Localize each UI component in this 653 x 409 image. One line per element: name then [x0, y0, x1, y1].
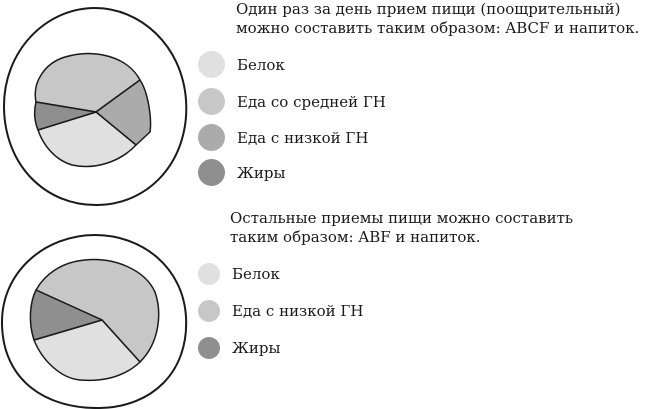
caption-1-line-1: Один раз за день прием пищи (поощрительный) — [236, 0, 621, 18]
legend-1-item-protein — [198, 51, 285, 78]
legend-2-swatch-low-gi — [198, 300, 220, 322]
plate-diagram-1 — [0, 0, 195, 212]
legend-2-item-protein — [198, 263, 280, 285]
legend-1-item-fats — [198, 159, 285, 186]
legend-1-swatch-fats — [198, 159, 225, 186]
caption-1 — [236, 0, 639, 38]
legend-2-label-low-gi: Еда с низкой ГН — [232, 302, 364, 320]
caption-2 — [230, 209, 573, 247]
legend-2-swatch-protein — [198, 263, 220, 285]
plate-diagram-2 — [0, 232, 195, 409]
legend-2-swatch-fats — [198, 337, 220, 359]
legend-1-swatch-medium-gi — [198, 88, 225, 115]
legend-2-label-fats: Жиры — [232, 339, 281, 357]
caption-2-line-1: Остальные приемы пищи можно составить — [230, 209, 574, 227]
legend-1-label-medium-gi: Еда со средней ГН — [237, 92, 386, 111]
legend-2-item-fats — [198, 337, 280, 359]
legend-1-item-low-gi — [198, 124, 368, 151]
legend-2-label-protein: Белок — [232, 265, 280, 283]
legend-2-item-low-gi — [198, 300, 363, 322]
legend-1-label-protein: Белок — [237, 55, 285, 74]
legend-1-swatch-protein — [198, 51, 225, 78]
legend-1-label-low-gi: Еда с низкой ГН — [237, 128, 369, 147]
legend-1-label-fats: Жиры — [237, 163, 286, 182]
legend-1-item-medium-gi — [198, 88, 386, 115]
legend-1-swatch-low-gi — [198, 124, 225, 151]
caption-2-line-2: таким образом: ABF и напиток. — [230, 228, 481, 246]
caption-1-line-2: можно составить таким образом: ABCF и напиток. — [236, 19, 640, 37]
